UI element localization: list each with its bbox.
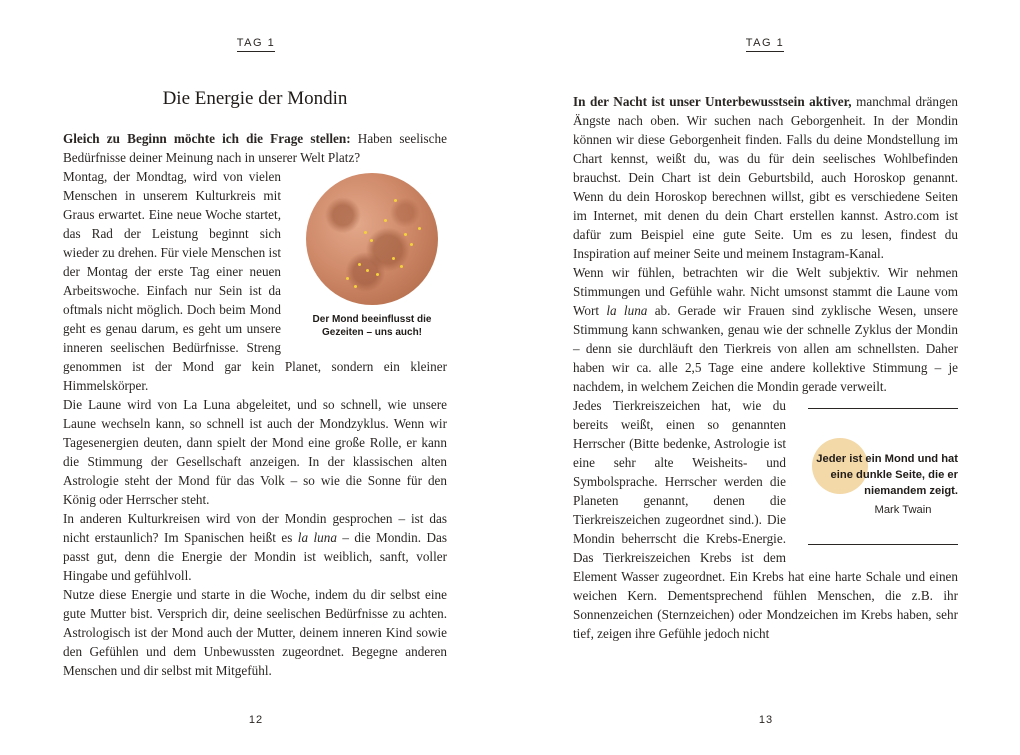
paragraph: Die Laune wird von La Luna abgeleitet, und so schnell, wie unsere Laune wechseln kann, so schnell ist auch der Mondzyklus. Wenn wir Tagesenergien deuten, dann spielt der Mond eine große Rolle, er kann die Stimmung der Gesellschaft anzeigen. In der klassischen alten Astrologie steht der Mond für das Volk – so wie die Sonne für den König oder Herrscher steht.	[63, 397, 447, 507]
right-body-text	[573, 92, 958, 643]
page-number: 12	[248, 714, 264, 726]
lead-in: In der Nacht ist unser Unterbewusstsein aktiver,	[573, 94, 852, 109]
paragraph: Montag, der Mondtag, wird von vielen Menschen in unserem Kulturkreis mit Graus erwartet. Eine neue Woche startet, das Rad der Leistung beginnt sich wieder zu drehen. Für viele Menschen ist der Montag der erste Tag einer neuen Arbeitswoche. Einfach nur Sein ist da oftmals nicht möglich. Doch beim Mond geht es genau darum, es geht um unsere inneren seelischen Bedürfnisse. Streng genommen ist der Mond gar kein Planet, sondern ein kleiner Himmelskörper.	[63, 169, 447, 393]
paragraph: Gleich zu Beginn möchte ich die Frage stellen: Haben seelische Bedürfnisse deiner Meinung nach in unserer Welt Platz?	[63, 131, 447, 165]
chapter-title: Die Energie der Mondin	[162, 88, 348, 109]
moon-caption: Der Mond beeinflusst die Gezeiten – uns auch!	[312, 314, 432, 338]
quote-box	[808, 398, 958, 554]
running-head: TAG 1	[735, 37, 795, 52]
paragraph: Wenn wir fühlen, betrachten wir die Welt subjektiv. Wir nehmen Stimmungen und Gefühle wahr. Nicht umsonst stammt die Laune vom Wort la luna ab. Gerade wir Frauen sind zyklische Wesen, unsere Stimmung kann schwanken, genau wie der schnelle Zyklus der Mondin – denn sie durchläuft den Tierkreis von allen am schnellsten. Daher haben wir ca. alle 2,5 Tage eine andere kollektive Stimmung – je nachdem, in welchem Zeichen die Mondin gerade verweilt.	[573, 265, 958, 394]
moon-figure	[297, 167, 447, 348]
running-head: TAG 1	[226, 37, 286, 52]
right-page	[510, 0, 1020, 755]
paragraph: In der Nacht ist unser Unterbewusstsein aktiver, manchmal drängen Ängste nach oben. Wir suchen nach Geborgenheit. In der Mondin können wir diese Geborgenheit finden. Falls du deine Mondstellung im Chart kennst, weißt du, was du für dein seelisches Wohlbefinden brauchst. Dein Chart ist dein Geburtsbild, auch Horoskop genannt. Wenn du dein Horoskop berechnen willst, gibt es verschiedene Seiten im Internet, mit denen du dein Chart erstellen kannst. Astro.com ist dafür zum Beispiel eine gute Seite. Um es zu lesen, findest du Inspiration auf meiner Seite und meinem Instagram-Kanal.	[573, 94, 959, 261]
paragraph: Jedes Tierkreiszeichen hat, wie du bereits weißt, einen so genannten Herrscher (Bitte bedenke, Astrologie ist eine sehr alte Weisheits- und Symbolsprache. Herrscher werden die Planeten genannt, denen die Tierkreiszeichen zugeordnet sind.). Die Mondin beherrscht die Krebs-Energie. Das Tierkreiszeichen Krebs ist dem Element Wasser zugeordnet. Ein Krebs hat eine harte Schale und einen weichen Kern. Dementsprechend fühlen Menschen, die z.B. ihr Sonnenzeichen (Sternzeichen) oder Mondzeichen im Krebs haben, sehr tief, zeigen ihre Gefühle jedoch nicht	[573, 398, 958, 641]
divider	[808, 408, 958, 409]
left-body-text	[63, 129, 447, 680]
divider	[808, 544, 958, 545]
moon-image	[306, 173, 438, 305]
quote-author: Mark Twain	[874, 504, 932, 516]
page-number: 13	[758, 714, 774, 726]
quote-text: Jeder ist ein Mond und hat eine dunkle Seite, die er niemandem zeigt.	[816, 453, 958, 497]
paragraph: In anderen Kulturkreisen wird von der Mondin gesprochen – ist das nicht erstaunlich? Im Spanischen heißt es la luna – die Mondin. Das passt gut, denn die Energie der Mondin ist weiblich, sanft, voller Hingabe und gefühlvoll.	[63, 511, 447, 583]
lead-in: Gleich zu Beginn möchte ich die Frage stellen:	[63, 131, 351, 146]
paragraph: Nutze diese Energie und starte in die Woche, indem du dir selbst eine gute Mutter bist. Versprich dir, deine seelischen Bedürfnisse zu achten. Astrologisch ist der Mond auch der Mutter, deinem inneren Kind sowie den Gefühlen und dem Unbewussten zugeordnet. Begegne anderen Menschen und dir selbst mit Mitgefühl.	[63, 587, 447, 678]
